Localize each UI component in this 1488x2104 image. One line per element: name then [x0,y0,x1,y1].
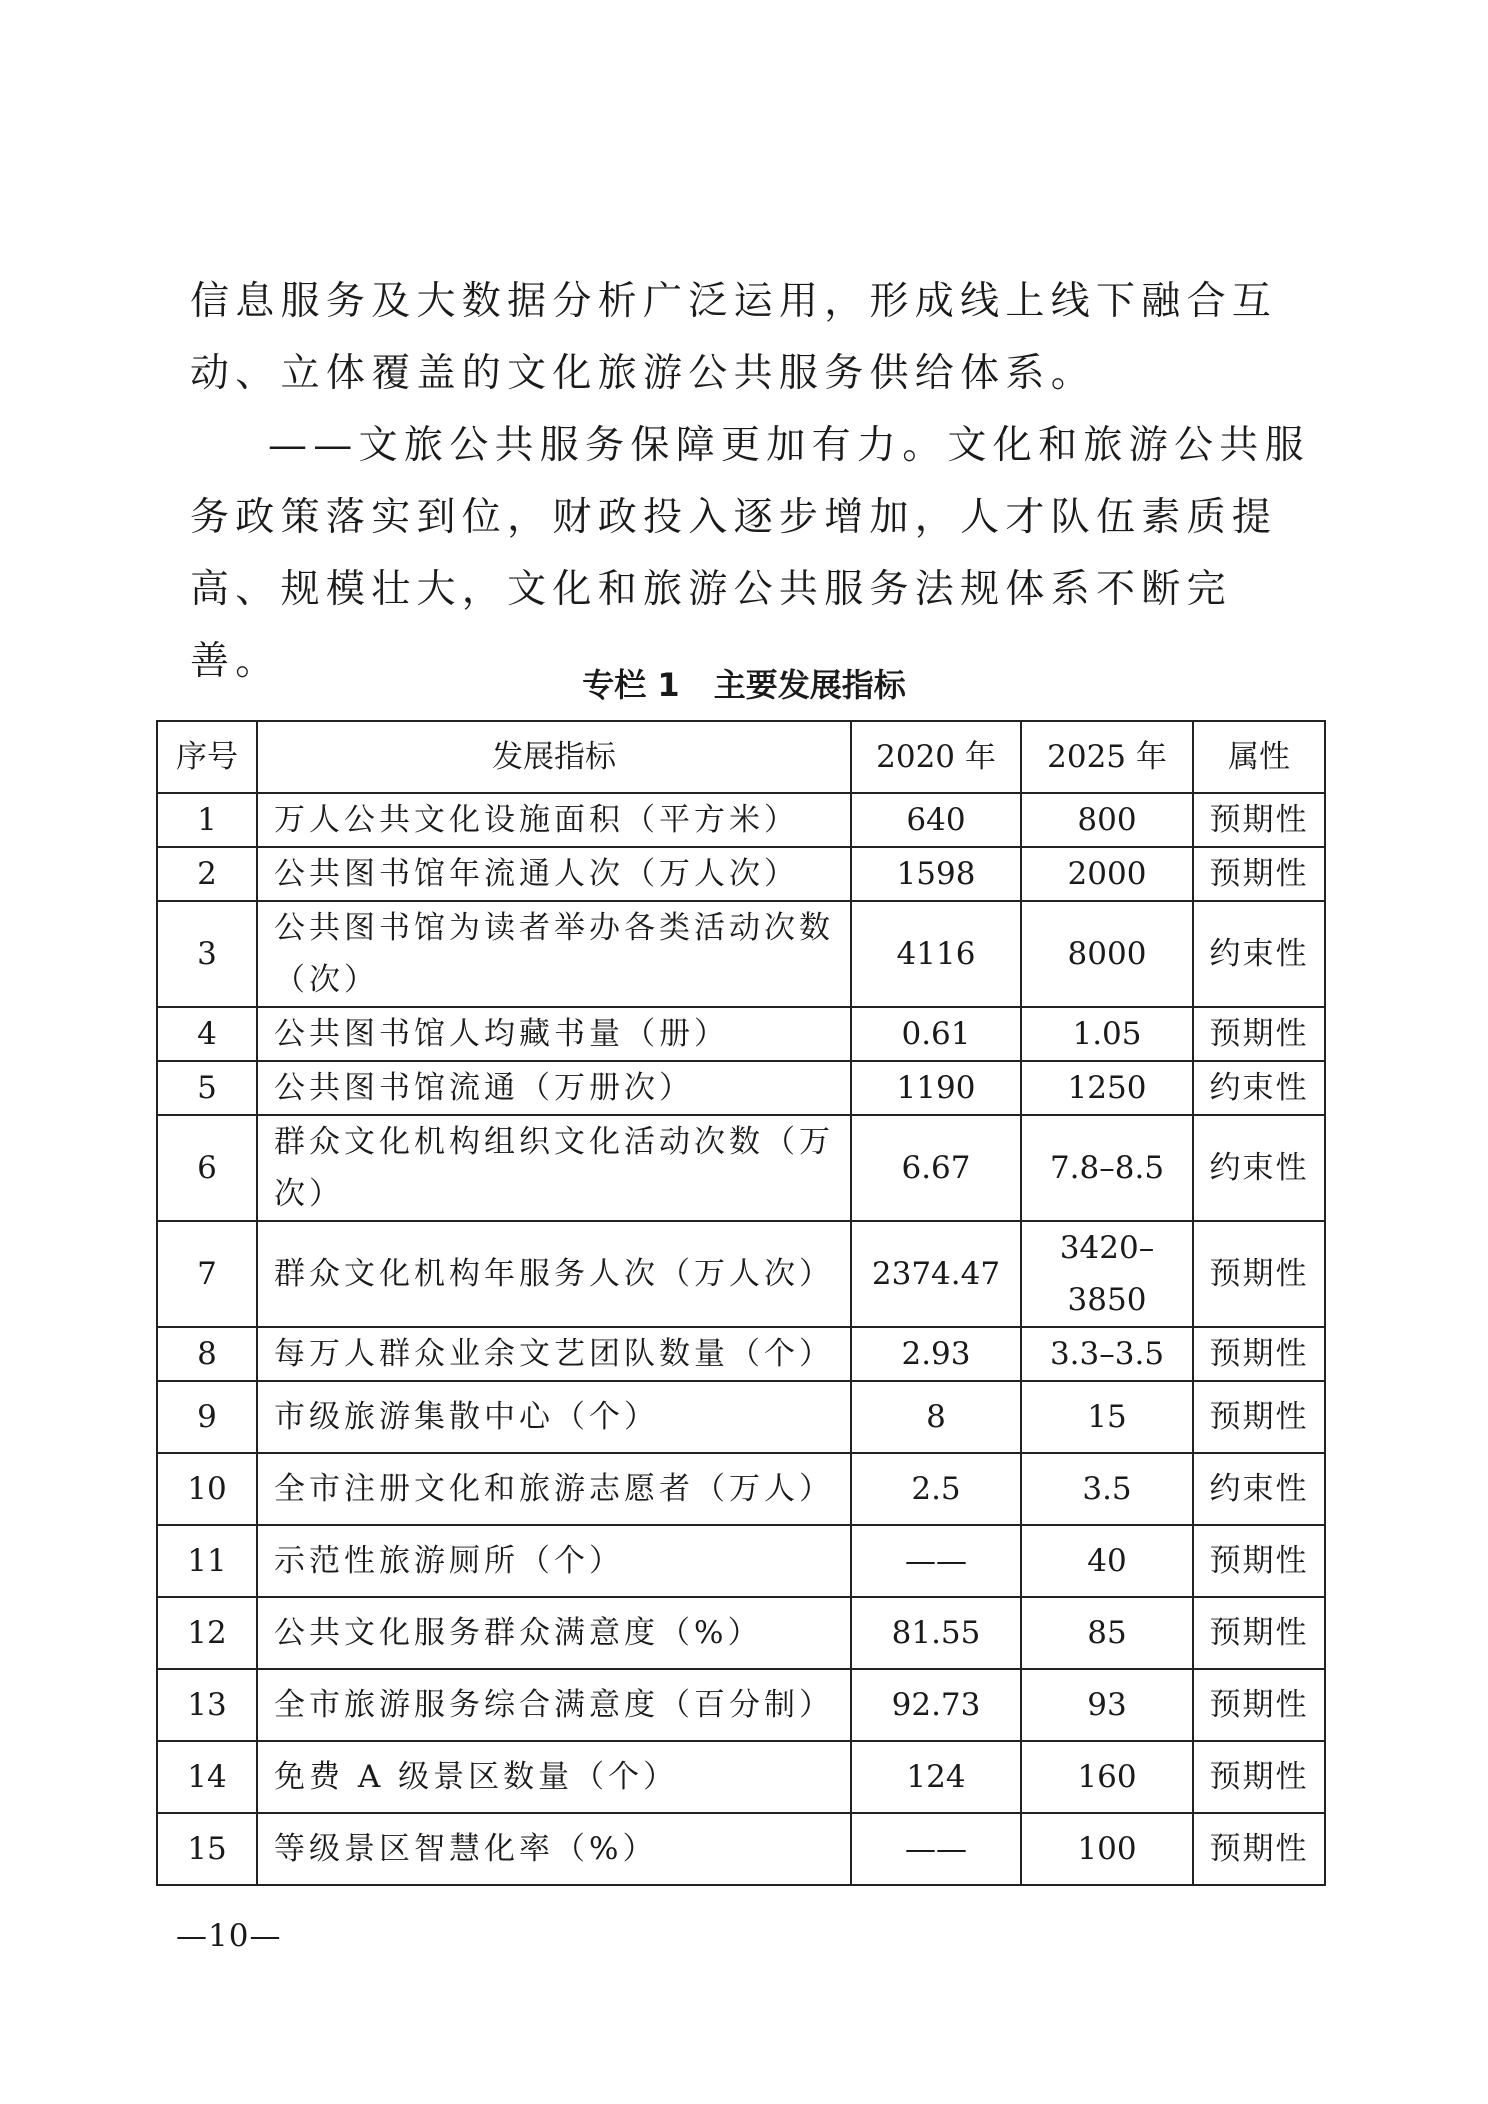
value-2025: 8000 [1021,901,1193,1007]
row-number: 3 [157,901,257,1007]
value-2020: 6.67 [851,1115,1021,1221]
value-2025: 800 [1021,793,1193,847]
attribute: 预期性 [1193,1381,1325,1453]
row-number: 1 [157,793,257,847]
value-2025: 160 [1021,1741,1193,1813]
attribute: 约束性 [1193,901,1325,1007]
indicator-name: 群众文化机构年服务人次（万人次） [257,1221,851,1327]
row-number: 4 [157,1007,257,1061]
attribute: 约束性 [1193,1061,1325,1115]
row-number: 6 [157,1115,257,1221]
row-number: 7 [157,1221,257,1327]
attribute: 预期性 [1193,793,1325,847]
table-row [157,1061,1325,1115]
value-2020: 0.61 [851,1007,1021,1061]
value-2025: 1250 [1021,1061,1193,1115]
value-2025: 40 [1021,1525,1193,1597]
indicator-name: 万人公共文化设施面积（平方米） [257,793,851,847]
table-row [157,1381,1325,1453]
table-row [157,1813,1325,1885]
header-2025: 2025 年 [1021,721,1193,793]
indicator-name: 免费 A 级景区数量（个） [257,1741,851,1813]
header-2020: 2020 年 [851,721,1021,793]
value-2025: 3.5 [1021,1453,1193,1525]
indicator-name: 群众文化机构组织文化活动次数（万次） [257,1115,851,1221]
value-2025: 85 [1021,1597,1193,1669]
value-2020: 640 [851,793,1021,847]
value-2020: 2.93 [851,1327,1021,1381]
body-paragraph-1: 信息服务及大数据分析广泛运用，形成线上线下融合互动、立体覆盖的文化旅游公共服务供给体系。 [190,279,1278,396]
value-2025: 93 [1021,1669,1193,1741]
page-number: —10— [176,1918,282,1954]
attribute: 预期性 [1193,1741,1325,1813]
value-2020: 2.5 [851,1453,1021,1525]
value-2020: 2374.47 [851,1221,1021,1327]
attribute: 预期性 [1193,847,1325,901]
indicator-name: 示范性旅游厕所（个） [257,1525,851,1597]
indicator-name: 公共图书馆为读者举办各类活动次数（次） [257,901,851,1007]
indicator-name: 公共图书馆流通（万册次） [257,1061,851,1115]
row-number: 12 [157,1597,257,1669]
table-row [157,1221,1325,1327]
value-2025: 1.05 [1021,1007,1193,1061]
caption-label: 专栏 1 [582,666,680,704]
table-row [157,1741,1325,1813]
attribute: 预期性 [1193,1327,1325,1381]
indicator-name: 公共图书馆年流通人次（万人次） [257,847,851,901]
value-2025: 3420–3850 [1021,1221,1193,1327]
value-2020: 81.55 [851,1597,1021,1669]
attribute: 预期性 [1193,1813,1325,1885]
value-2025: 2000 [1021,847,1193,901]
row-number: 8 [157,1327,257,1381]
row-number: 13 [157,1669,257,1741]
table-row [157,1669,1325,1741]
row-number: 10 [157,1453,257,1525]
table-row [157,847,1325,901]
attribute: 预期性 [1193,1669,1325,1741]
table-row [157,1597,1325,1669]
value-2025: 15 [1021,1381,1193,1453]
value-2020: —— [851,1525,1021,1597]
value-2020: 1190 [851,1061,1021,1115]
header-indicator: 发展指标 [257,721,851,793]
attribute: 预期性 [1193,1525,1325,1597]
row-number: 5 [157,1061,257,1115]
indicator-name: 全市注册文化和旅游志愿者（万人） [257,1453,851,1525]
caption-title: 主要发展指标 [713,666,906,704]
header-no: 序号 [157,721,257,793]
table-row [157,901,1325,1007]
table-row [157,1453,1325,1525]
value-2020: 92.73 [851,1669,1021,1741]
indicator-name: 公共文化服务群众满意度（%） [257,1597,851,1669]
attribute: 约束性 [1193,1453,1325,1525]
indicator-name: 市级旅游集散中心（个） [257,1381,851,1453]
row-number: 11 [157,1525,257,1597]
value-2020: 1598 [851,847,1021,901]
value-2025: 100 [1021,1813,1193,1885]
row-number: 15 [157,1813,257,1885]
attribute: 预期性 [1193,1597,1325,1669]
table-row [157,793,1325,847]
table-header-row [157,721,1325,793]
value-2020: 124 [851,1741,1021,1813]
indicator-name: 全市旅游服务综合满意度（百分制） [257,1669,851,1741]
body-paragraph-2: ——文旅公共服务保障更加有力。文化和旅游公共服务政策落实到位，财政投入逐步增加，人才队伍素质提高、规模壮大，文化和旅游公共服务法规体系不断完善。 [190,423,1310,684]
attribute: 约束性 [1193,1115,1325,1221]
table-row [157,1007,1325,1061]
indicator-name: 每万人群众业余文艺团队数量（个） [257,1327,851,1381]
table-row [157,1327,1325,1381]
row-number: 14 [157,1741,257,1813]
table-row [157,1525,1325,1597]
table-caption [0,660,1488,706]
value-2020: —— [851,1813,1021,1885]
value-2020: 8 [851,1381,1021,1453]
row-number: 2 [157,847,257,901]
indicator-name: 等级景区智慧化率（%） [257,1813,851,1885]
attribute: 预期性 [1193,1007,1325,1061]
row-number: 9 [157,1381,257,1453]
value-2025: 7.8–8.5 [1021,1115,1193,1221]
value-2020: 4116 [851,901,1021,1007]
indicators-table [156,720,1326,1886]
indicator-name: 公共图书馆人均藏书量（册） [257,1007,851,1061]
header-attribute: 属性 [1193,721,1325,793]
table-row [157,1115,1325,1221]
value-2025: 3.3–3.5 [1021,1327,1193,1381]
attribute: 预期性 [1193,1221,1325,1327]
